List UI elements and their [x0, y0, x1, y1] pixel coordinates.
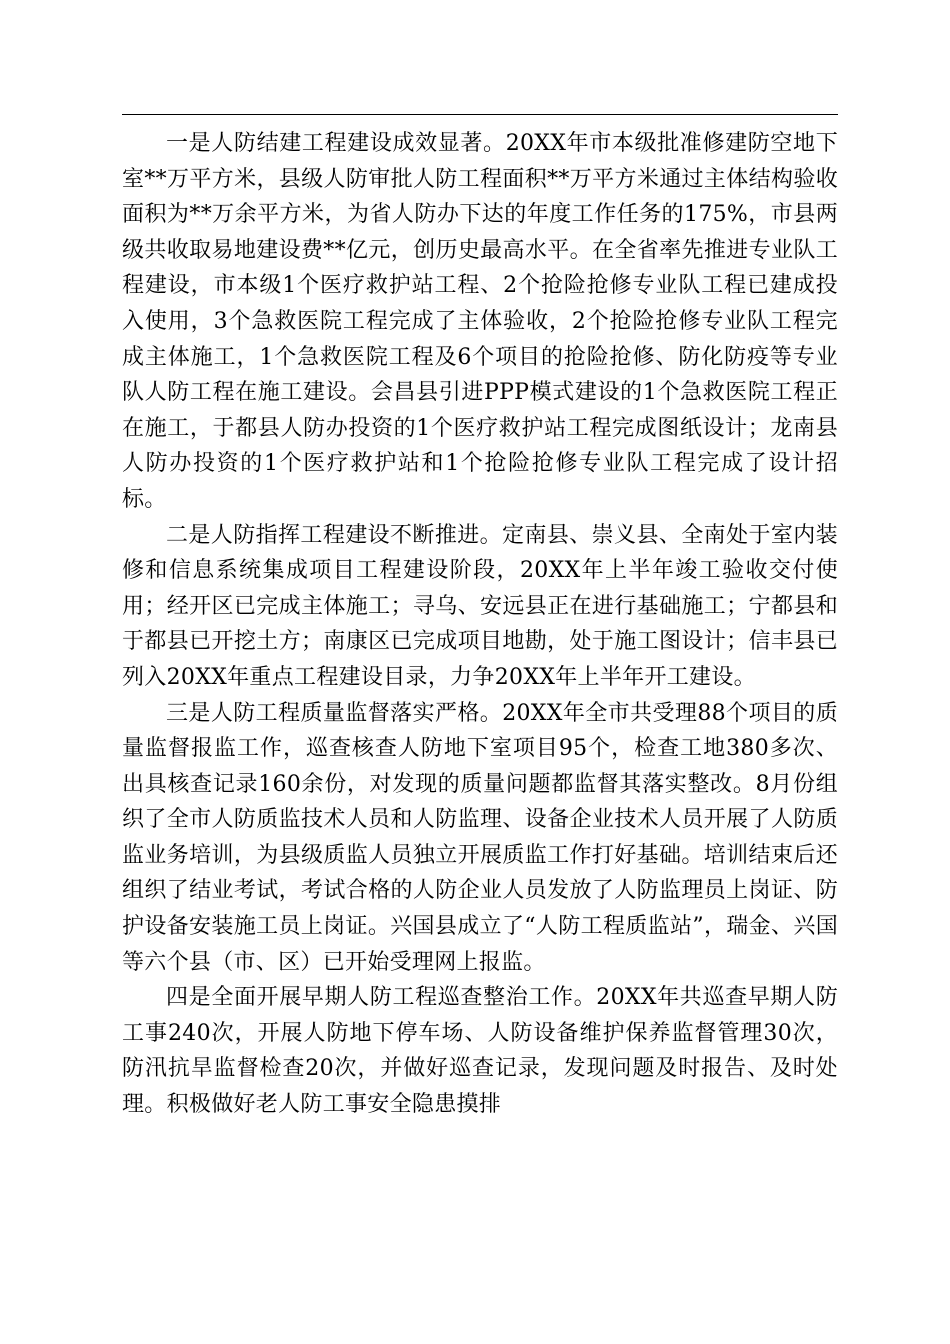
- paragraph-command-engineering: 二是人防指挥工程建设不断推进。定南县、崇义县、全南处于室内装修和信息系统集成项目工程建设阶段，20XX年上半年竣工验收交付使用；经开区已完成主体施工；寻乌、安远县正在进行基础施工；宁都县和于都县已开挖土方；南康区已完成项目地勘，处于施工图设计；信丰县已列入20XX年重点工程建设目录，力争20XX年上半年开工建设。: [122, 522, 838, 690]
- paragraph-early-works-inspection: 四是全面开展早期人防工程巡查整治工作。20XX年共巡查早期人防工事240次，开展人防地下停车场、人防设备维护保养监督管理30次，防汛抗旱监督检查20次，并做好巡查记录，发现问题及时报告、及时处理。积极做好老人防工事安全隐患摸排: [122, 985, 838, 1118]
- paragraph-quality-supervision: 三是人防工程质量监督落实严格。20XX年全市共受理88个项目的质量监督报监工作，巡查核查人防地下室项目95个，检查工地380多次、出具核查记录160余份，对发现的质量问题都监督其落实整改。8月份组织了全市人防质监技术人员和人防监理、设备企业技术人员开展了人防质监业务培训，为县级质监人员独立开展质监工作打好基础。培训结束后还组织了结业考试，考试合格的人防企业人员发放了人防监理员上岗证、防护设备安装施工员上岗证。兴国县成立了“人防工程质监站”，瑞金、兴国等六个县（市、区）已开始受理网上报监。: [122, 700, 838, 975]
- paragraph-civil-defense-construction: 一是人防结建工程建设成效显著。20XX年市本级批准修建防空地下室**万平方米，县级人防审批人防工程面积**万平方米通过主体结构验收面积为**万余平方米，为省人防办下达的年度工作任务的175%，市县两级共收取易地建设费**亿元，创历史最高水平。在全省率先推进专业队工程建设，市本级1个医疗救护站工程、2个抢险抢修专业队工程已建成投入使用，3个急救医院工程完成了主体验收，2个抢险抢修专业队工程完成主体施工，1个急救医院工程及6个项目的抢险抢修、防化防疫等专业队人防工程在施工建设。会昌县引进PPP模式建设的1个急救医院工程正在施工，于都县人防办投资的1个医疗救护站工程完成图纸设计；龙南县人防办投资的1个医疗救护站和1个抢险抢修专业队工程完成了设计招标。: [122, 131, 838, 512]
- document-body: [122, 126, 838, 1123]
- header-rule: [122, 114, 838, 115]
